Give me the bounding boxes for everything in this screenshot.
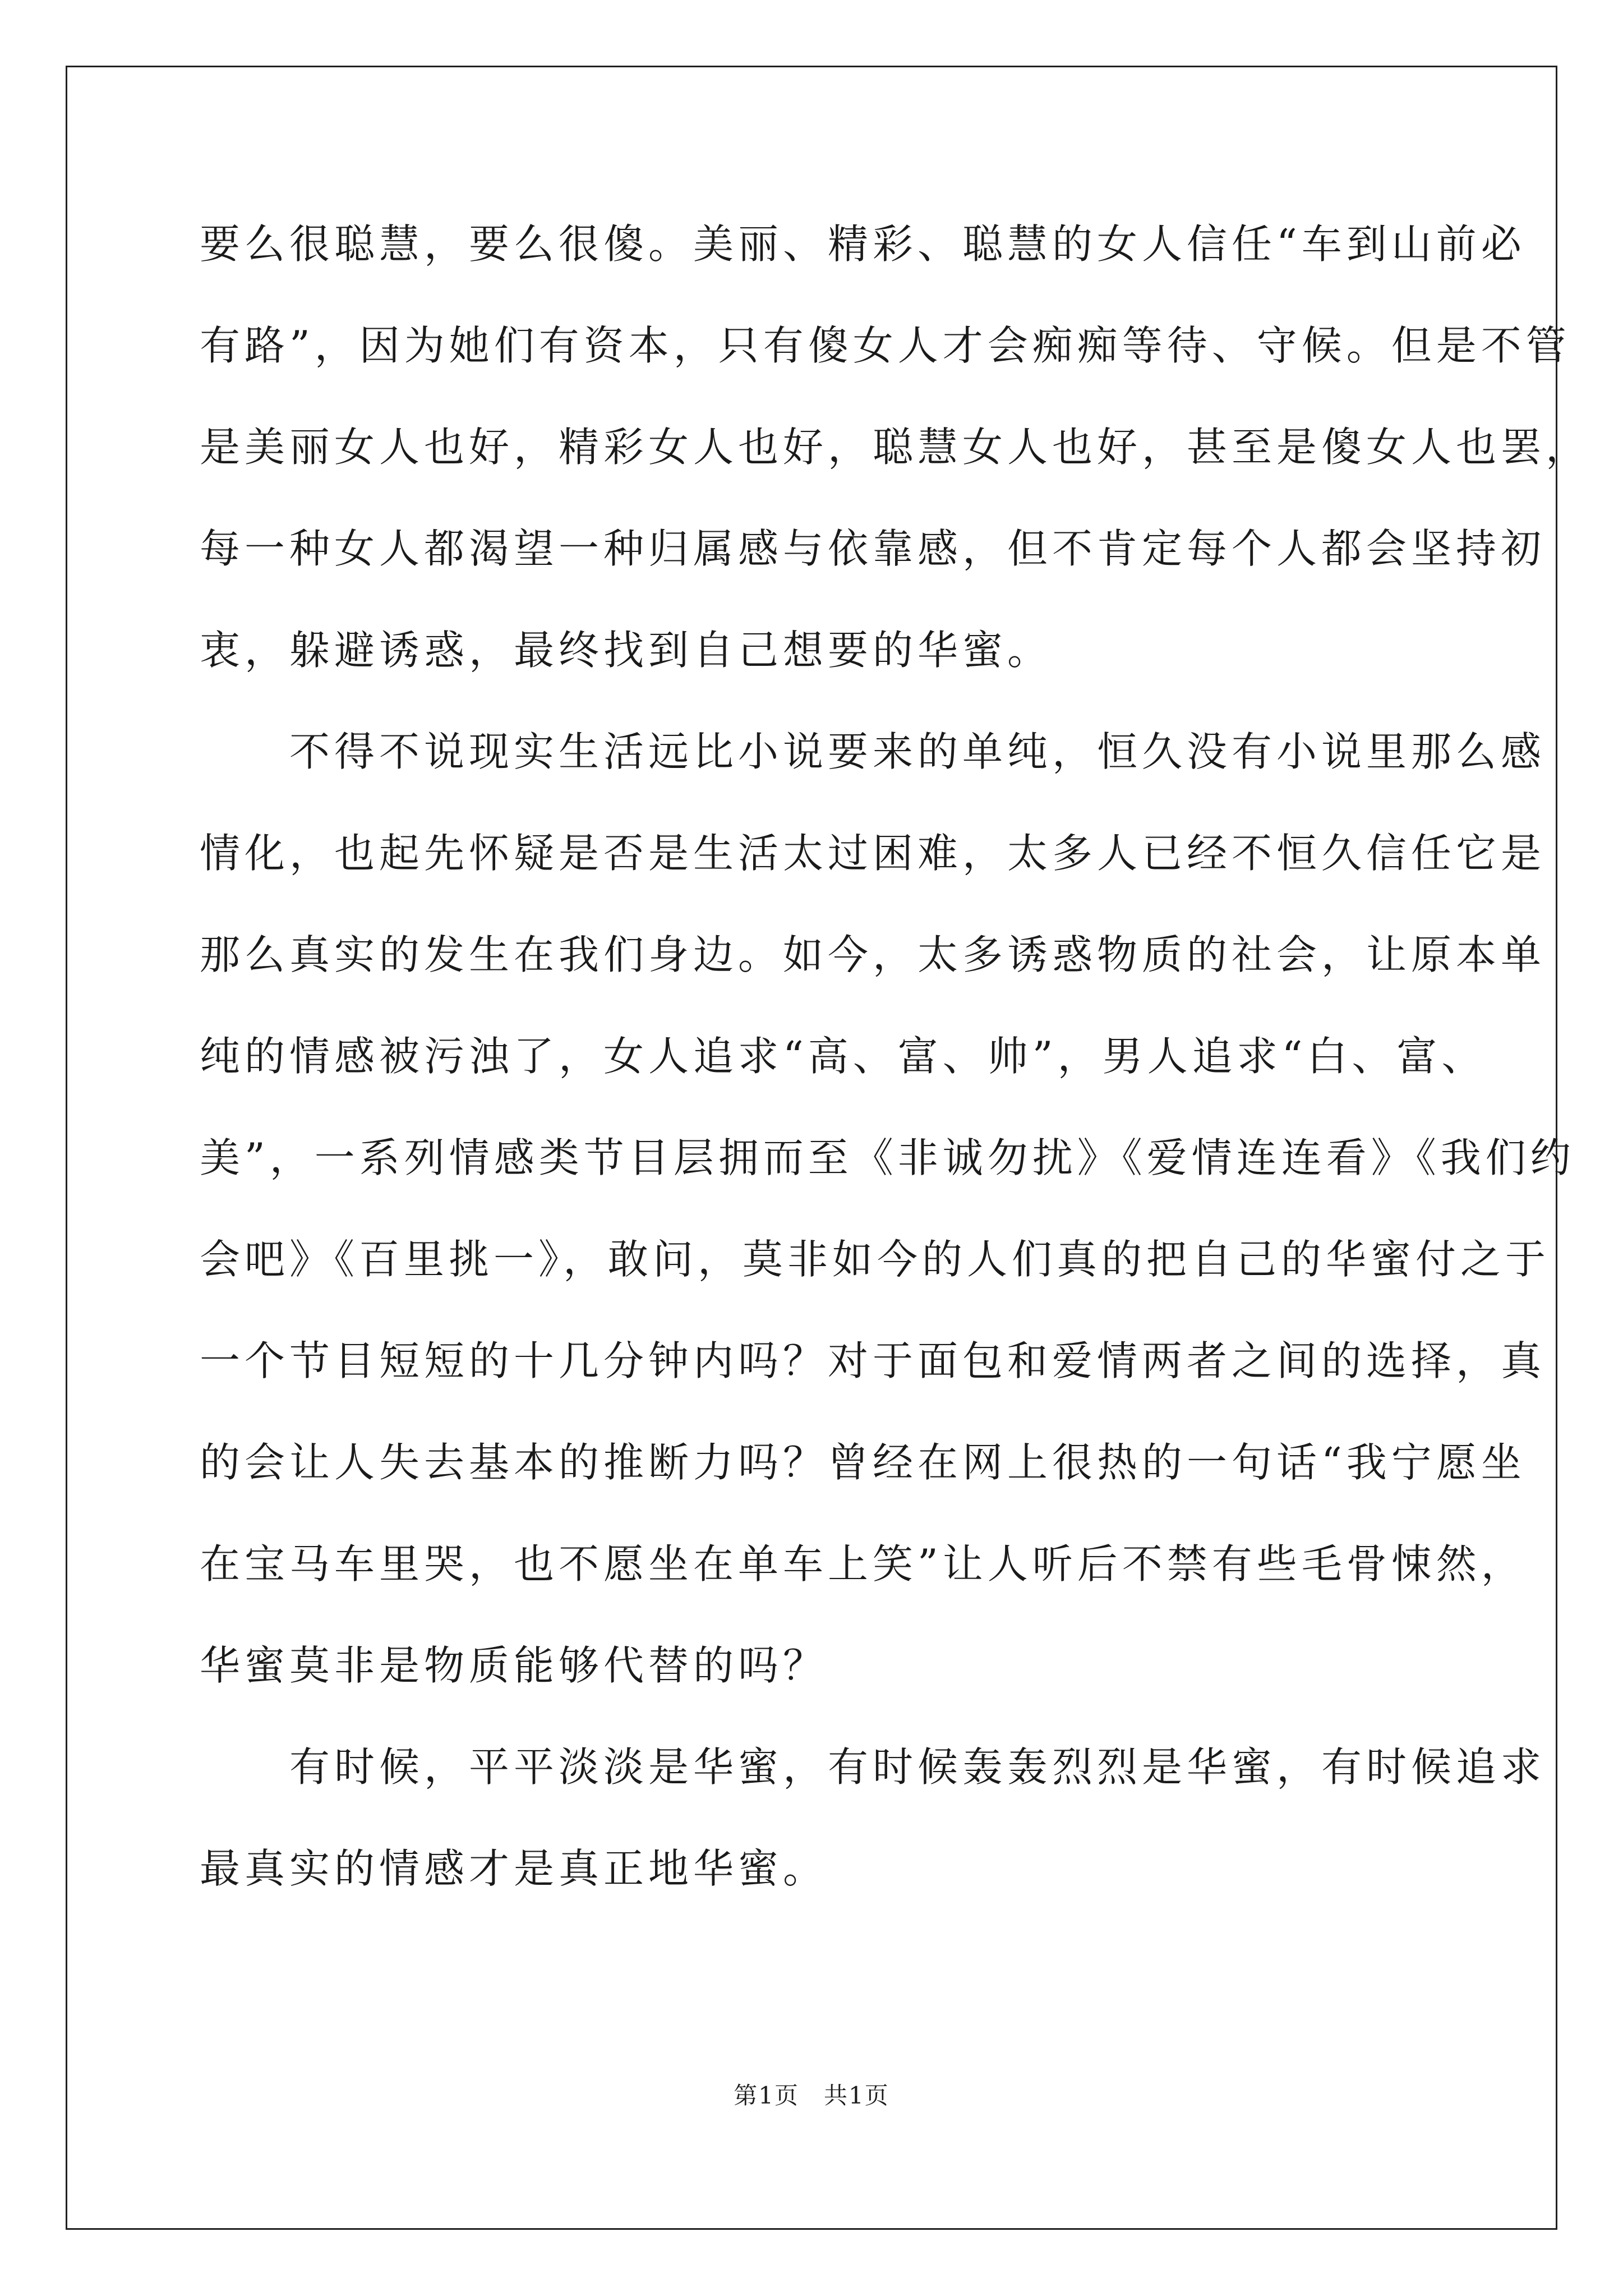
text-line: 在宝马车里哭，也不愿坐在单车上笑”让人听后不禁有些毛骨悚然， <box>200 1540 1526 1588</box>
text-line: 最真实的情感才是真正地华蜜。 <box>200 1845 828 1892</box>
text-line: 有路”，因为她们有资本，只有傻女人才会痴痴等待、守候。但是不管 <box>200 322 1571 369</box>
text-line: 一个节目短短的十几分钟内吗？对于面包和爱情两者之间的选择，真 <box>200 1337 1546 1384</box>
text-line: 不得不说现实生活远比小说要来的单纯，恒久没有小说里那么感 <box>200 728 1546 775</box>
text-line: 华蜜莫非是物质能够代替的吗？ <box>200 1642 828 1689</box>
text-line: 衷，躲避诱惑，最终找到自己想要的华蜜。 <box>200 627 1053 674</box>
text-line: 美”，一系列情感类节目层拥而至《非诚勿扰》《爱情连连看》《我们约 <box>200 1134 1575 1181</box>
text-line: 会吧》《百里挑一》，敢问，莫非如今的人们真的把自己的华蜜付之于 <box>200 1236 1551 1283</box>
text-line: 要么很聪慧，要么很傻。美丽、精彩、聪慧的女人信任“车到山前必 <box>200 220 1526 268</box>
text-line: 每一种女人都渴望一种归属感与依靠感，但不肯定每个人都会坚持初 <box>200 525 1546 572</box>
text-line: 纯的情感被污浊了，女人追求“高、富、帅”，男人追求“白、富、 <box>200 1033 1487 1080</box>
text-line: 的会让人失去基本的推断力吗？曾经在网上很热的一句话“我宁愿坐 <box>200 1439 1526 1486</box>
text-line: 是美丽女人也好，精彩女人也好，聪慧女人也好，甚至是傻女人也罢， <box>200 424 1591 471</box>
text-line: 有时候，平平淡淡是华蜜，有时候轰轰烈烈是华蜜，有时候追求 <box>200 1743 1546 1791</box>
page-number-footer: 第1页 共1页 <box>734 2082 889 2109</box>
text-line: 情化，也起先怀疑是否是生活太过困难，太多人已经不恒久信任它是 <box>200 830 1546 877</box>
text-line: 那么真实的发生在我们身边。如今，太多诱惑物质的社会，让原本单 <box>200 931 1546 978</box>
